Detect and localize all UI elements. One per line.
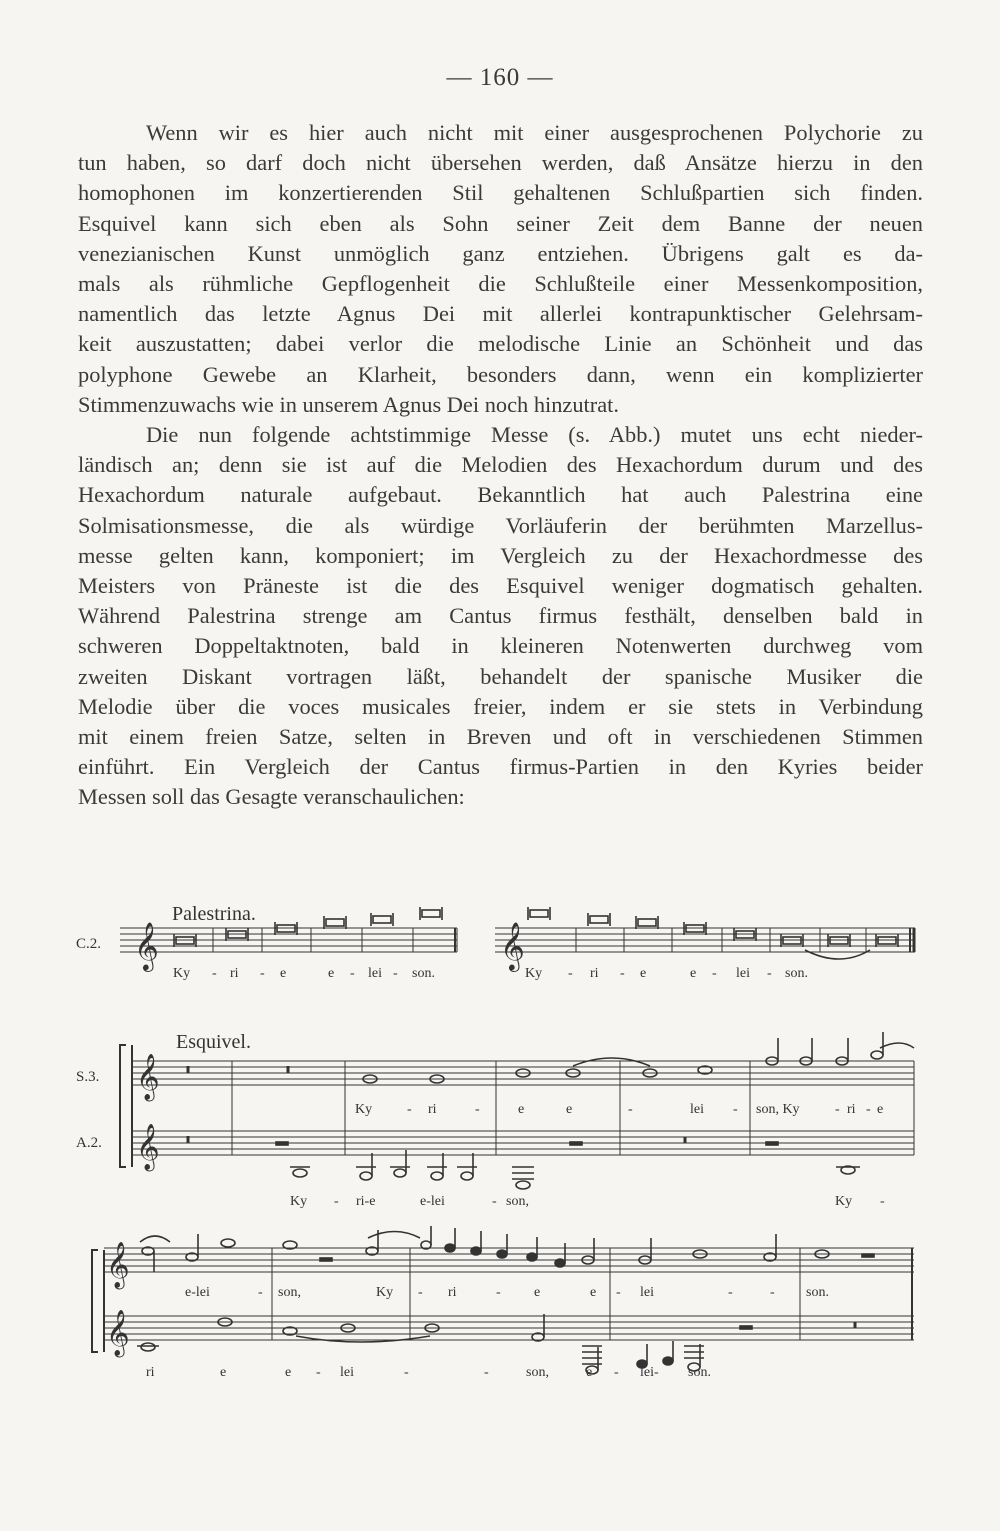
paragraph-2: [78, 420, 923, 813]
esquivel-lyrics-2-lower: [146, 1365, 711, 1380]
text-line: Solmisationsmesse, die als würdige Vorläuferin der berühmten Marzellus-: [78, 512, 923, 538]
esquivel-title: Esquivel.: [176, 1031, 251, 1053]
lyric-syllable: Ky: [290, 1194, 308, 1209]
text-line: Stimmenzuwachs wie in unserem Agnus Dei noch hinzutrat.: [78, 391, 619, 417]
lyric-syllable: -: [492, 1194, 497, 1209]
lyric-syllable: son.: [806, 1285, 829, 1300]
text-line: Messen soll das Gesagte veranschaulichen:: [78, 784, 465, 810]
lyric-syllable: ri: [230, 966, 239, 981]
text-line: namentlich das letzte Agnus Dei mit allerlei kontrapunktischer Gelehrsam-: [78, 301, 923, 327]
lyric-syllable: -: [770, 1285, 775, 1300]
text-line: venezianischen Kunst unmöglich ganz entziehen. Übrigens galt es da-: [78, 240, 923, 266]
treble-clef-icon: 𝄞: [106, 1242, 130, 1287]
esquivel-system-2: [92, 1248, 914, 1352]
text-line: einführt. Ein Vergleich der Cantus firmus-Partien in den Kyries beider: [78, 754, 923, 780]
lyric-syllable: son,: [526, 1365, 549, 1380]
lyric-syllable: -: [418, 1285, 423, 1300]
lyric-syllable: e: [566, 1102, 573, 1117]
text-line: messe gelten kann, komponiert; im Vergleich zu der Hexachordmesse des: [78, 542, 923, 568]
lyric-syllable: -: [616, 1285, 621, 1300]
page-number: — 160 —: [446, 64, 554, 91]
lyric-syllable: lei: [368, 966, 382, 981]
text-line: schweren Doppeltaktnoten, bald in kleineren Notenwerten durchweg vom: [78, 633, 923, 659]
lyric-syllable: -: [767, 966, 772, 981]
voice-label-c2: C.2.: [76, 936, 102, 952]
treble-clef-icon: 𝄞: [500, 924, 525, 970]
lyric-syllable: e: [518, 1102, 525, 1117]
lyric-syllable: -: [568, 966, 573, 981]
lyric-syllable: lei: [340, 1365, 354, 1380]
lyric-syllable: son, Ky: [756, 1102, 800, 1117]
esquivel-lyrics-2-upper: [185, 1285, 829, 1300]
text-line: mals als rühmliche Gepflogenheit die Schlußteile einer Messenkomposition,: [78, 271, 923, 297]
lyric-syllable: -: [733, 1102, 738, 1117]
lyric-syllable: son.: [412, 966, 435, 981]
text-line: Meisters von Präneste ist die des Esquivel weniger dogmatisch gehalten.: [78, 573, 923, 599]
palestrina-title: Palestrina.: [172, 903, 256, 925]
text-line: Melodie über die voces musicales freier, indem er sie stets in Verbindung: [78, 693, 923, 719]
esquivel-lyrics-1-upper: [355, 1102, 883, 1117]
lyric-syllable: e: [534, 1285, 541, 1300]
lyric-syllable: son,: [506, 1194, 529, 1209]
lyric-syllable: -: [866, 1102, 871, 1117]
text-line: Während Palestrina strenge am Cantus firmus festhält, denselben bald in: [78, 603, 923, 629]
lyric-syllable: e: [690, 966, 697, 981]
body-text: [78, 118, 923, 813]
palestrina-staff-2: [495, 928, 915, 952]
lyric-syllable: -: [628, 1102, 633, 1117]
treble-clef-icon: 𝄞: [106, 1310, 130, 1355]
lyric-syllable: e: [328, 966, 335, 981]
lyric-syllable: e: [590, 1285, 597, 1300]
text-line: homophonen im konzertierenden Stil gehaltenen Schlußpartien sich finden.: [78, 180, 923, 206]
lyric-syllable: Ky: [835, 1194, 853, 1209]
lyric-syllable: -: [475, 1102, 480, 1117]
treble-clef-icon: 𝄞: [136, 1124, 160, 1169]
lyric-syllable: -: [614, 1365, 619, 1380]
text-line: mit einem freien Satze, selten in Breven und oft in verschiedenen Stimmen: [78, 724, 923, 750]
lyric-syllable: -: [316, 1365, 321, 1380]
lyric-syllable: -: [334, 1194, 339, 1209]
text-line: Hexachordum naturale aufgebaut. Bekanntlich hat auch Palestrina eine: [78, 482, 923, 508]
lyric-syllable: son.: [688, 1365, 711, 1380]
lyric-syllable: e: [285, 1365, 292, 1380]
esquivel-lyrics-1-lower: [290, 1194, 885, 1209]
lyric-syllable: Ky: [525, 966, 543, 981]
lyric-syllable: -: [620, 966, 625, 981]
lyric-syllable: -: [350, 966, 355, 981]
lyric-syllable: Ky: [355, 1102, 373, 1117]
lyric-syllable: Ky: [376, 1285, 394, 1300]
voice-label-a2: A.2.: [76, 1135, 102, 1151]
text-line: keit auszustatten; dabei verlor die melodische Linie an Schönheit und das: [78, 331, 923, 357]
music-examples: [0, 880, 1000, 1400]
lyric-syllable: e: [877, 1102, 884, 1117]
lyric-syllable: e: [640, 966, 647, 981]
text-line: Die nun folgende achtstimmige Messe (s. Abb.) mutet uns echt nieder-: [146, 422, 923, 448]
lyric-syllable: lei-: [640, 1365, 659, 1380]
lyric-syllable: lei: [736, 966, 750, 981]
palestrina-lyrics-2: [525, 966, 808, 981]
lyric-syllable: ri-e: [356, 1194, 376, 1209]
lyric-syllable: -: [258, 1285, 263, 1300]
lyric-syllable: -: [712, 966, 717, 981]
lyric-syllable: son,: [278, 1285, 301, 1300]
lyric-syllable: -: [880, 1194, 885, 1209]
treble-clef-icon: 𝄞: [136, 1054, 160, 1099]
lyric-syllable: ri: [448, 1285, 457, 1300]
lyric-syllable: ri: [428, 1102, 437, 1117]
voice-label-s3: S.3.: [76, 1069, 100, 1085]
lyric-syllable: ri: [847, 1102, 856, 1117]
lyric-syllable: -: [835, 1102, 840, 1117]
lyric-syllable: Ky: [173, 966, 191, 981]
palestrina-notes-2: [528, 907, 898, 959]
text-line: Wenn wir es hier auch nicht mit einer ausgesprochenen Polychorie zu: [146, 120, 923, 145]
text-line: tun haben, so darf doch nicht übersehen werden, daß Ansätze hierzu in den: [78, 150, 923, 176]
treble-clef-icon: 𝄞: [134, 924, 159, 970]
lyric-syllable: -: [260, 966, 265, 981]
lyric-syllable: e: [586, 1365, 593, 1380]
text-line: zweiten Diskant vortragen läßt, behandelt der spanische Musiker die: [78, 663, 923, 689]
palestrina-lyrics-1: [173, 966, 435, 981]
lyric-syllable: son.: [785, 966, 808, 981]
lyric-syllable: -: [728, 1285, 733, 1300]
lyric-syllable: ri: [590, 966, 599, 981]
lyric-syllable: e-lei: [420, 1194, 445, 1209]
lyric-syllable: -: [496, 1285, 501, 1300]
lyric-syllable: e: [220, 1365, 227, 1380]
lyric-syllable: e-lei: [185, 1285, 210, 1300]
text-line: polyphone Gewebe an Klarheit, besonders dann, wenn ein komplizierter: [78, 361, 923, 387]
lyric-syllable: -: [212, 966, 217, 981]
lyric-syllable: e: [280, 966, 287, 981]
lyric-syllable: -: [393, 966, 398, 981]
text-line: ländisch an; denn sie ist auf die Melodien des Hexachordum durum und des: [78, 452, 923, 478]
lyric-syllable: lei: [690, 1102, 704, 1117]
esquivel-notes-1: [188, 1032, 914, 1189]
lyric-syllable: lei: [640, 1285, 654, 1300]
lyric-syllable: ri: [146, 1365, 155, 1380]
lyric-syllable: -: [407, 1102, 412, 1117]
lyric-syllable: -: [404, 1365, 409, 1380]
lyric-syllable: -: [484, 1365, 489, 1380]
text-line: Esquivel kann sich eben als Sohn seiner Zeit dem Banne der neuen: [78, 210, 923, 236]
paragraph-1: [78, 118, 923, 420]
